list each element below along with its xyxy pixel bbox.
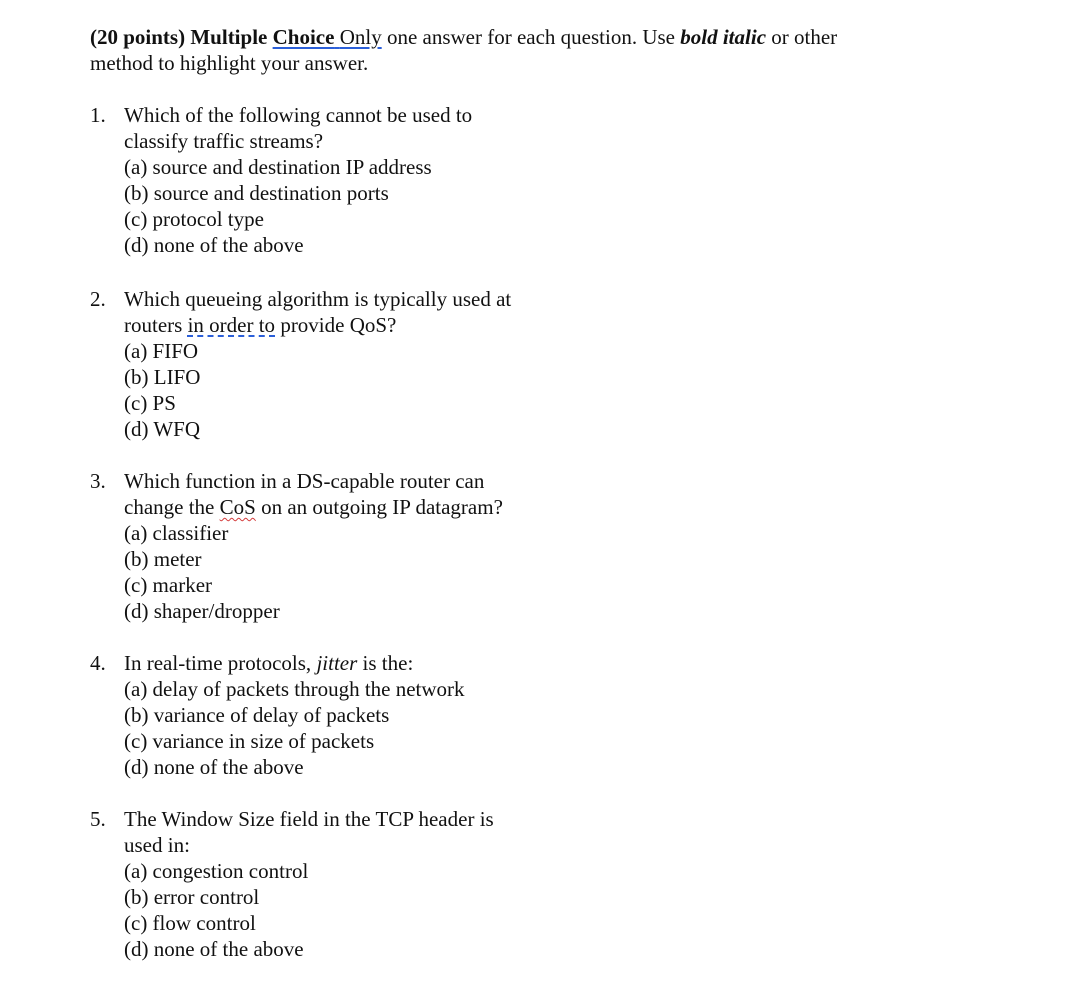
only-word: Only [339, 25, 382, 49]
option-c[interactable]: (c) variance in size of packets [124, 729, 375, 753]
points-label: (20 points) [90, 25, 186, 49]
emphasis-text: bold italic [680, 25, 767, 49]
question-text-line-1: Which of the following cannot be used to [124, 103, 473, 127]
question-text-line-2 [124, 312, 610, 338]
question-text-line-1: Which function in a DS-capable router can [124, 469, 485, 493]
question-text-line-1 [124, 650, 610, 676]
option-b[interactable]: (b) source and destination ports [124, 181, 389, 205]
instructions-header [90, 24, 1030, 76]
option-a[interactable]: (a) FIFO [124, 339, 199, 363]
option-a[interactable]: (a) congestion control [124, 859, 309, 883]
title-word-multiple: Multiple [190, 25, 268, 49]
question-number: 4. [90, 651, 106, 675]
question-5 [90, 806, 610, 962]
option-b[interactable]: (b) LIFO [124, 365, 201, 389]
question-text-line-1: Which queueing algorithm is typically used at [124, 287, 512, 311]
question-3 [90, 468, 610, 624]
option-b[interactable]: (b) error control [124, 885, 260, 909]
question-4 [90, 650, 610, 780]
question-text-pre: routers [124, 313, 183, 337]
option-c[interactable]: (c) marker [124, 573, 213, 597]
option-a[interactable]: (a) classifier [124, 521, 229, 545]
question-text-post: is the: [362, 651, 414, 675]
option-c[interactable]: (c) PS [124, 391, 176, 415]
option-d[interactable]: (d) shaper/dropper [124, 599, 280, 623]
instructions-line-2: method to highlight your answer. [90, 51, 369, 75]
question-text-post: provide QoS? [280, 313, 397, 337]
document-page [90, 24, 1030, 961]
instructions-text-2: or other [771, 25, 838, 49]
spellcheck-underlined-word: CoS [219, 495, 256, 519]
question-number: 2. [90, 287, 106, 311]
question-text-pre: change the [124, 495, 215, 519]
option-d[interactable]: (d) none of the above [124, 233, 304, 257]
instructions-line-1 [90, 24, 1030, 50]
title-word-choice: Choice [272, 25, 335, 49]
option-d[interactable]: (d) WFQ [124, 417, 201, 441]
option-c[interactable]: (c) protocol type [124, 207, 264, 231]
option-a[interactable]: (a) delay of packets through the network [124, 677, 465, 701]
option-d[interactable]: (d) none of the above [124, 937, 304, 961]
question-text-line-2: classify traffic streams? [124, 129, 324, 153]
question-number: 5. [90, 807, 106, 831]
italic-term: jitter [316, 651, 358, 675]
option-b[interactable]: (b) meter [124, 547, 202, 571]
question-text-line-2: used in: [124, 833, 190, 857]
option-b[interactable]: (b) variance of delay of packets [124, 703, 390, 727]
question-text-post: on an outgoing IP datagram? [261, 495, 503, 519]
grammar-underlined-phrase: in order to [187, 313, 276, 337]
option-a[interactable]: (a) source and destination IP address [124, 155, 432, 179]
question-text-line-2 [124, 494, 610, 520]
question-text-line-1: The Window Size field in the TCP header is [124, 807, 494, 831]
instructions-text-1: one answer for each question. Use [386, 25, 676, 49]
question-2 [90, 286, 610, 442]
question-number: 1. [90, 103, 106, 127]
question-text-pre: In real-time protocols, [124, 651, 312, 675]
option-c[interactable]: (c) flow control [124, 911, 256, 935]
question-number: 3. [90, 469, 106, 493]
question-1 [90, 102, 610, 258]
option-d[interactable]: (d) none of the above [124, 755, 304, 779]
